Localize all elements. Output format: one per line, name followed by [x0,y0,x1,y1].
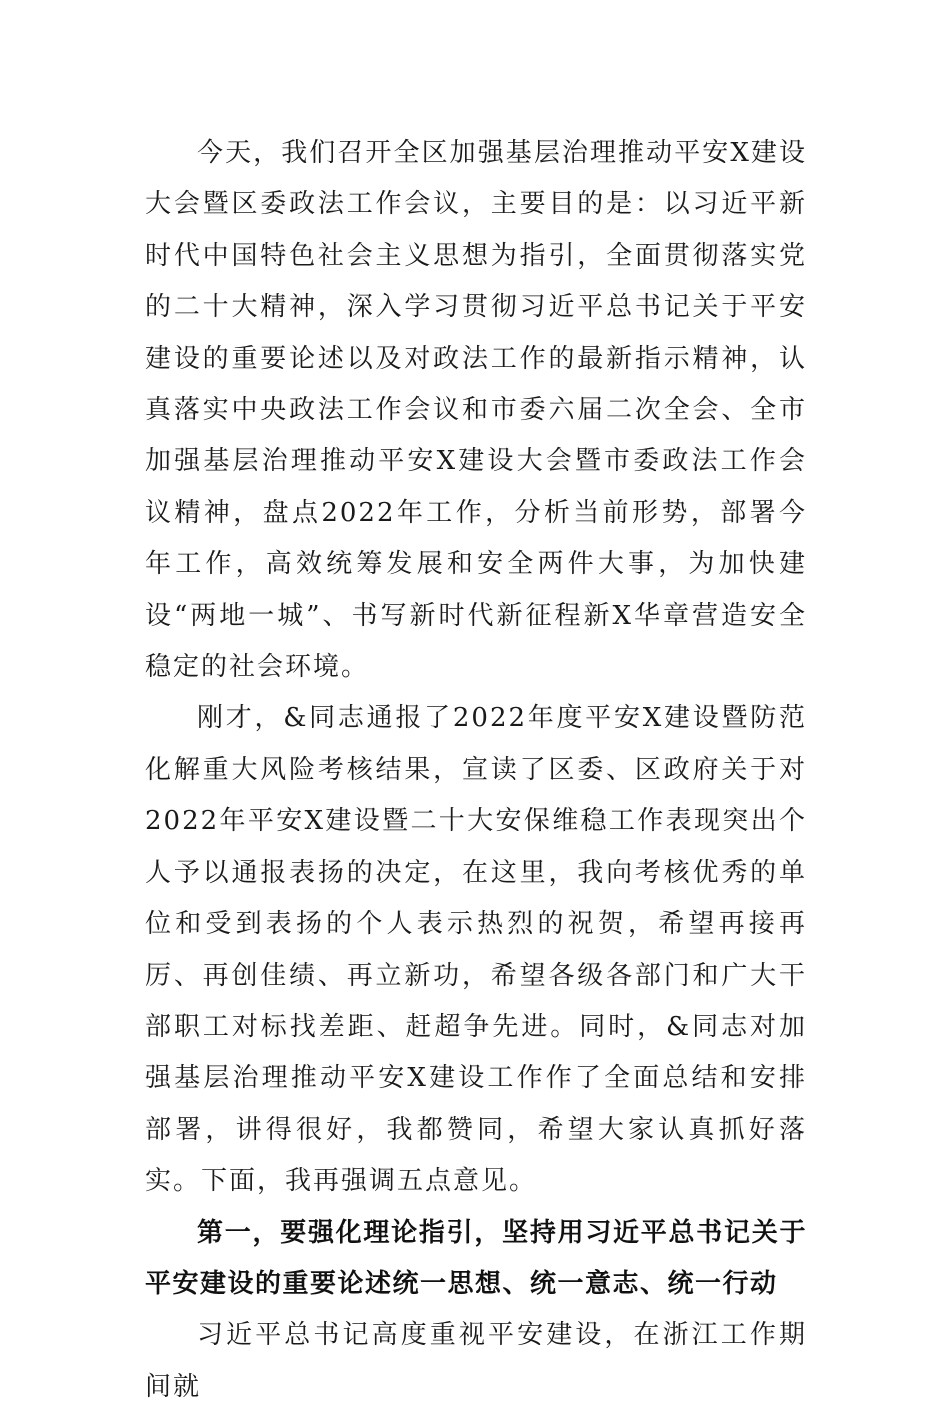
paragraph-review: 刚才，&同志通报了2022年度平安X建设暨防范化解重大风险考核结果，宣读了区委、区政府关于对2022年平安X建设暨二十大安保维稳工作表现突出个人予以通报表扬的决定，在这里，我向考核优秀的单位和受到表扬的个人表示热烈的祝贺，希望再接再厉、再创佳绩、再立新功，希望各级各部门和广大干部职工对标找差距、赶超争先进。同时，&同志对加强基层治理推动平安X建设工作作了全面总结和安排部署，讲得很好，我都赞同，希望大家认真抓好落实。下面，我再强调五点意见。 [145,703,807,1197]
paragraph-opening: 今天，我们召开全区加强基层治理推动平安X建设大会暨区委政法工作会议，主要目的是：以习近平新时代中国特色社会主义思想为指引，全面贯彻落实党的二十大精神，深入学习贯彻习近平总书记关于平安建设的重要论述以及对政法工作的最新指示精神，认真落实中央政法工作会议和市委六届二次全会、全市加强基层治理推动平安X建设大会暨市委政法工作会议精神，盘点2022年工作，分析当前形势，部署今年工作，高效统筹发展和安全两件大事，为加快建设“两地一城”、书写新时代新征程新X华章营造安全稳定的社会环境。 [145,138,807,683]
paragraph-section-one-start: 习近平总书记高度重视平安建设，在浙江工作期间就 [145,1320,807,1402]
document-body [145,128,807,1413]
section-heading-first: 第一，要强化理论指引，坚持用习近平总书记关于平安建设的重要论述统一思想、统一意志、统一行动 [145,1217,807,1299]
